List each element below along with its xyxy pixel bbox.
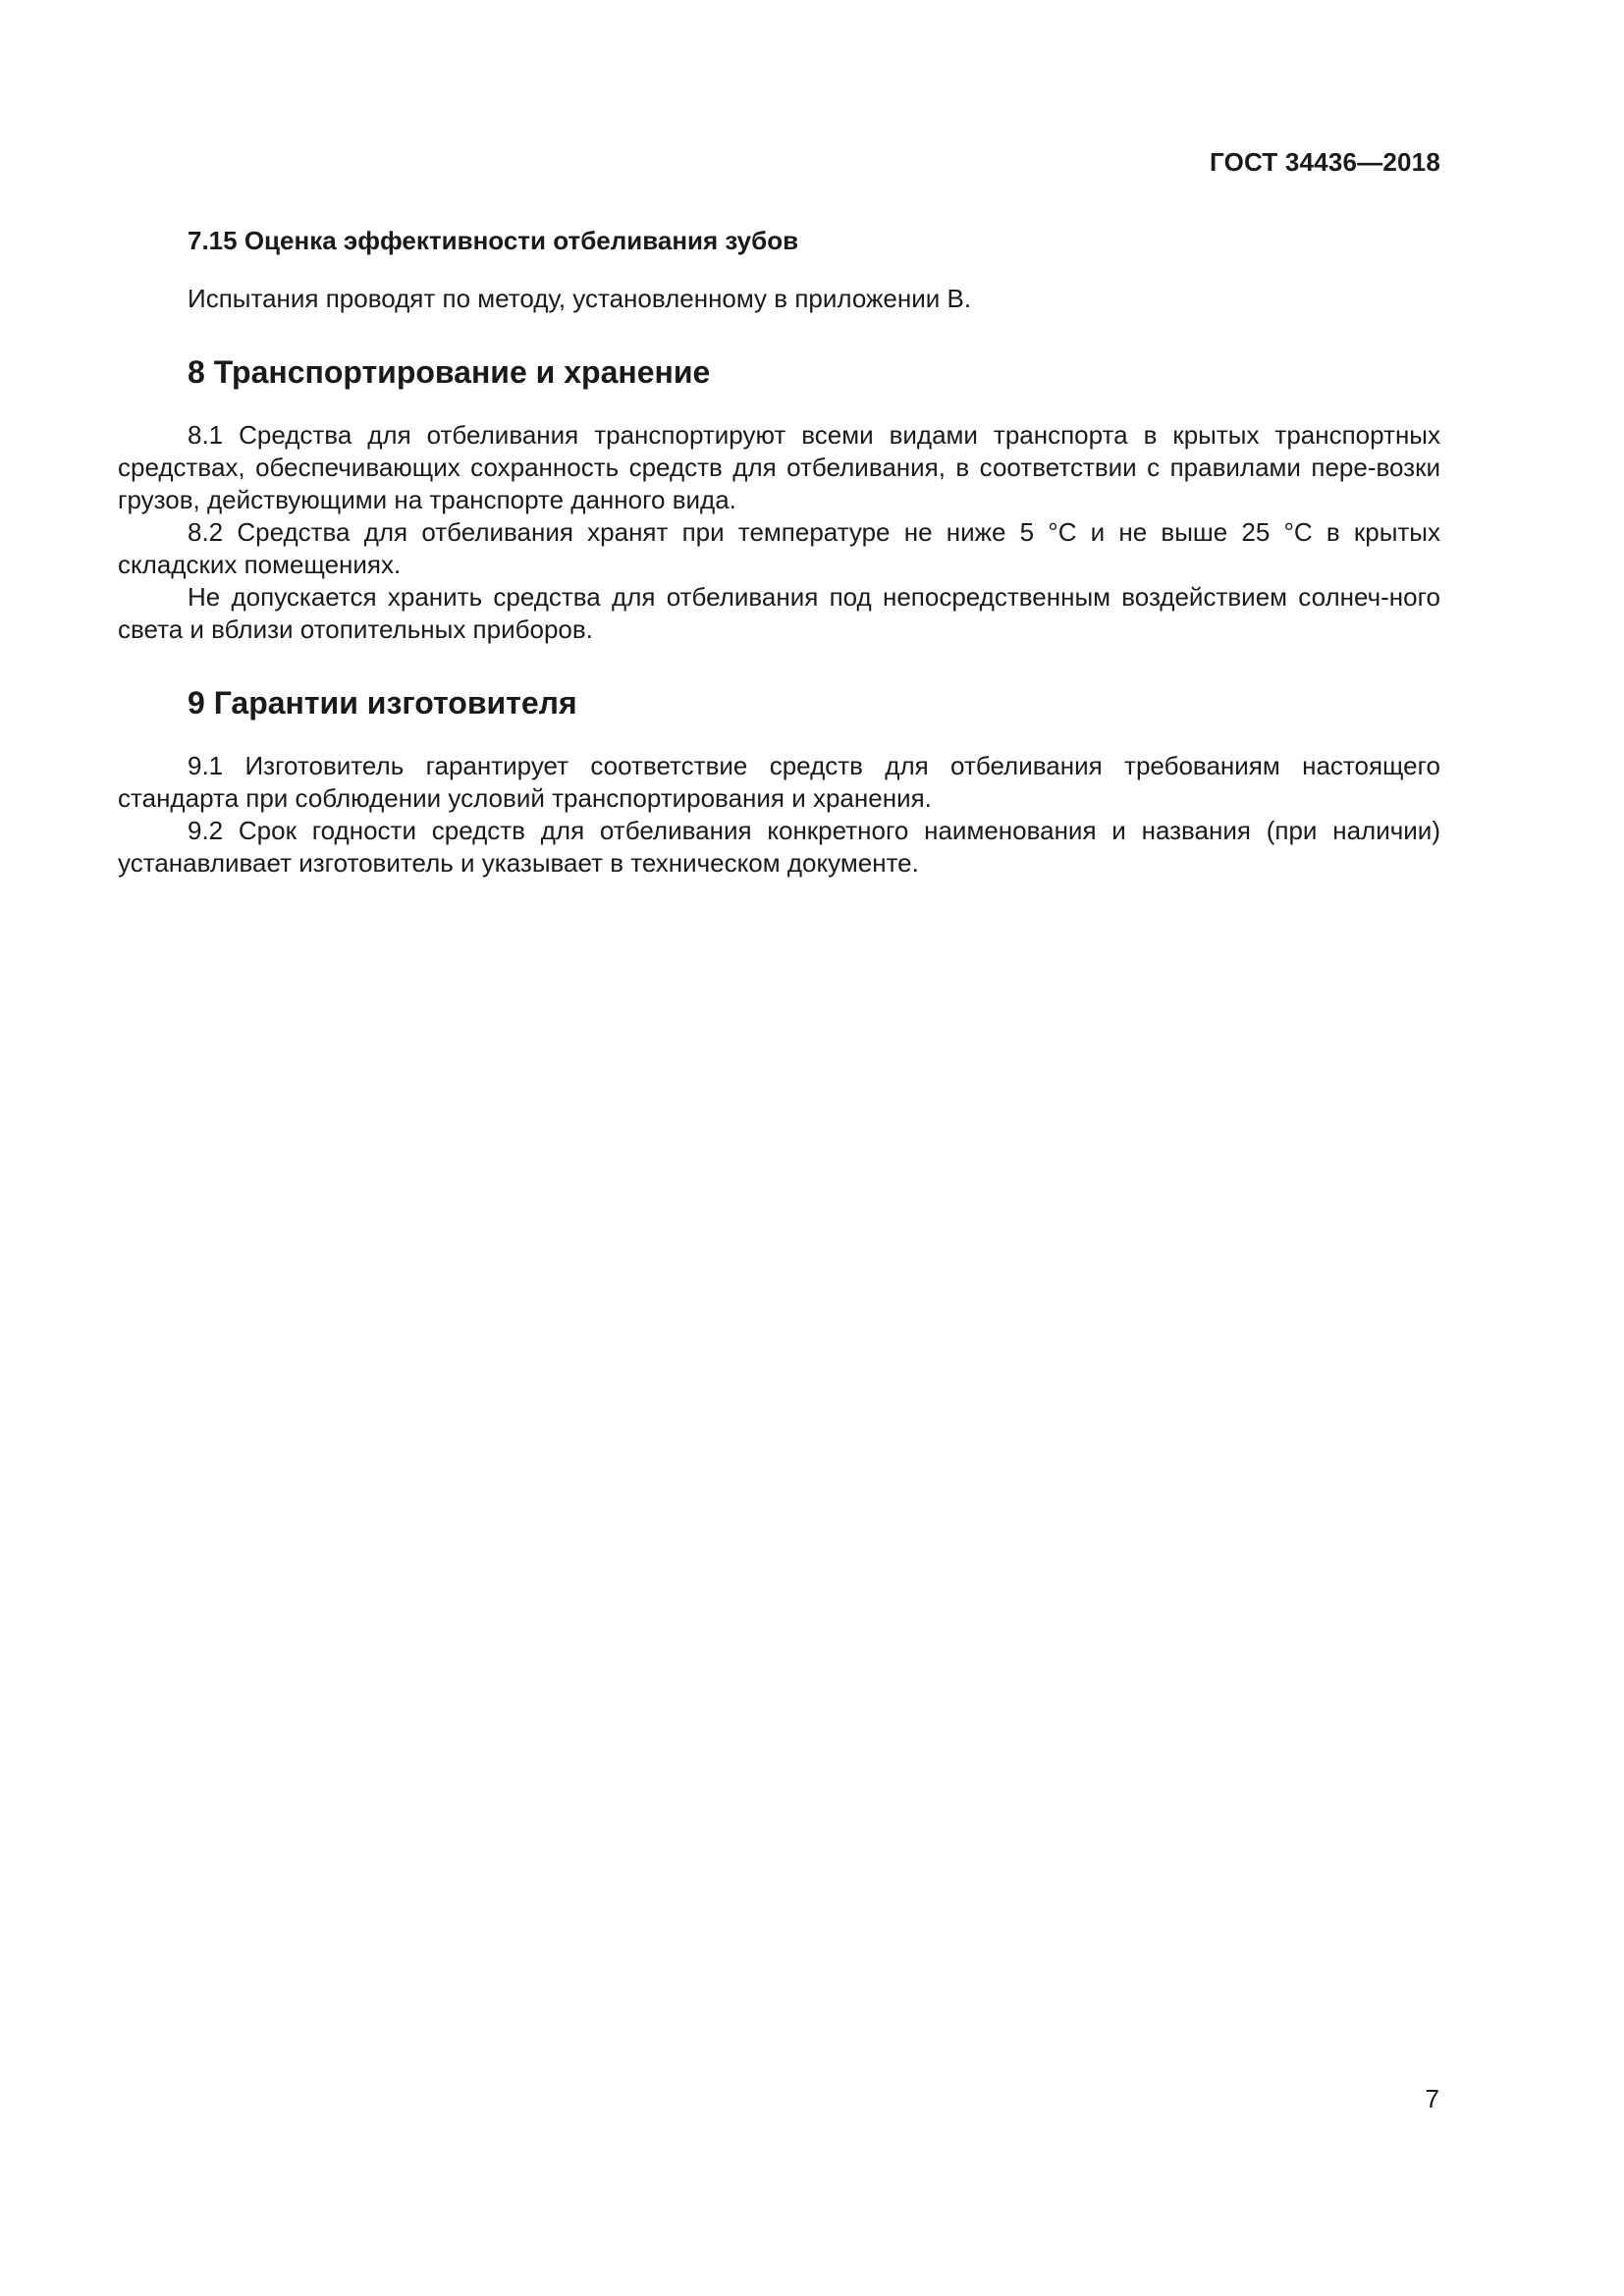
paragraph-8-2: 8.2 Средства для отбеливания хранят при температуре не ниже 5 °С и не выше 25 °С в крытых складских помещениях. — [118, 517, 1440, 579]
paragraph-8-1: 8.1 Средства для отбеливания транспортируют всеми видами транспорта в крытых транспортных средствах, обеспечивающих сохранность средств для отбеливания, в соответствии с правилами пере-возки грузов, действующими на транспорте данного вида. — [118, 420, 1440, 514]
page-number: 7 — [1425, 2084, 1439, 2113]
paragraph-9-2: 9.2 Срок годности средств для отбеливания конкретного наименования и названия (при наличии) устанавливает изготовитель и указывает в техническом документе. — [118, 816, 1440, 878]
subsection-7-15-text: Испытания проводят по методу, установленному в приложении В. — [188, 284, 972, 313]
document-code: ГОСТ 34436—2018 — [1210, 147, 1440, 177]
section-9-title: 9 Гарантии изготовителя — [188, 685, 577, 721]
paragraph-8-2-note: Не допускается хранить средства для отбеливания под непосредственным воздействием солнеч-ного света и вблизи отопительных приборов. — [118, 582, 1440, 644]
paragraph-9-1: 9.1 Изготовитель гарантирует соответствие средств для отбеливания требованиям настоящего стандарта при соблюдении условий транспортирования и хранения. — [118, 751, 1440, 813]
page-content — [118, 223, 1440, 880]
section-8-title: 8 Транспортирование и хранение — [188, 354, 711, 390]
subsection-7-15-title: 7.15 Оценка эффективности отбеливания зубов — [188, 226, 799, 255]
